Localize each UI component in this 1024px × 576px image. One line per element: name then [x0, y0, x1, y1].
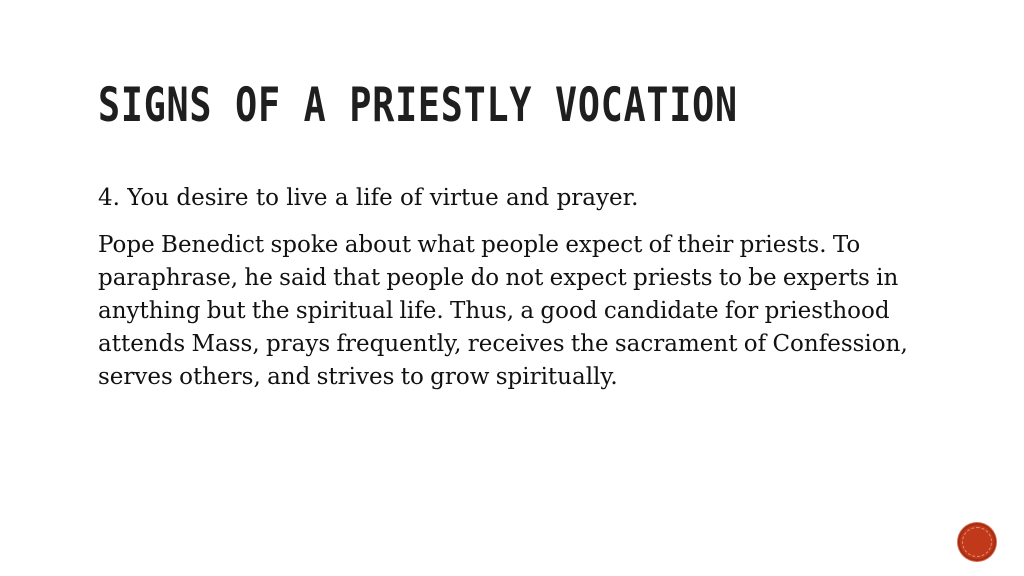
slide-title: SIGNS OF A PRIESTLY VOCATION	[98, 78, 738, 133]
circle-button-icon[interactable]	[958, 523, 996, 561]
slide-body	[98, 182, 938, 394]
point-line: 4. You desire to live a life of virtue and prayer.	[98, 185, 639, 211]
body-paragraph: Pope Benedict spoke about what people expect of their priests. To paraphrase, he said that people do not expect priests to be experts in anything but the spiritual life. Thus, a good candidate for priesthood attends Mass, prays frequently, receives the sacrament of Confession, serves others, and strives to grow spiritually.	[98, 232, 908, 390]
